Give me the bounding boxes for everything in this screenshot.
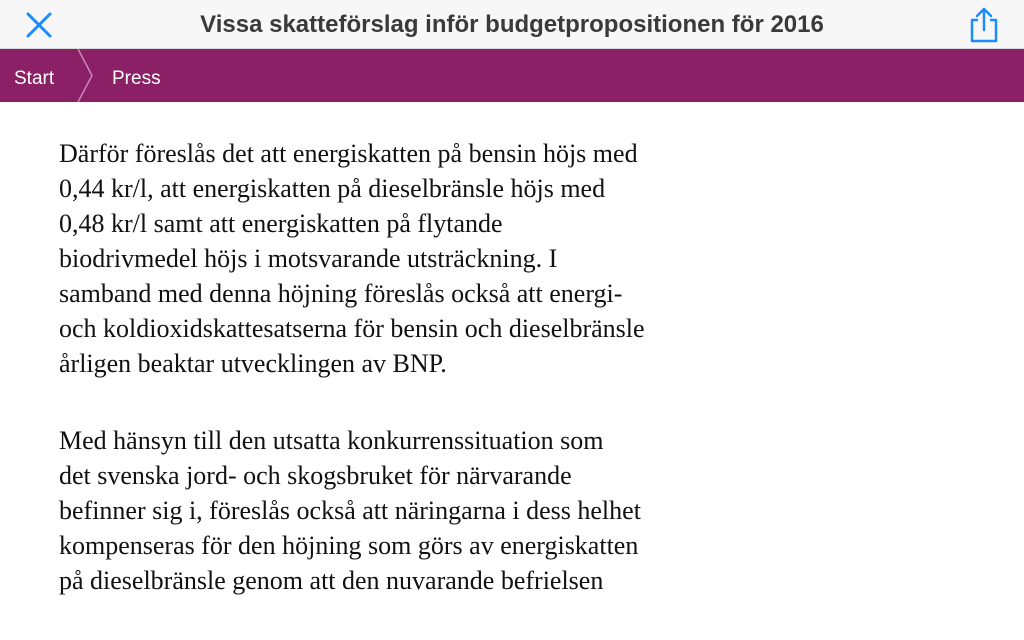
share-button[interactable] bbox=[966, 6, 1002, 44]
breadcrumb-item-press[interactable]: Press bbox=[112, 68, 161, 89]
paragraph: Därför föreslås det att energiskatten på bensin höjs med 0,44 kr/l, att energiskatten på dieselbränsle höjs med 0,48 kr/l samt att energiskatten på flytande biodrivmedel höjs i motsvarande utsträckning. I samband med denna höjning föreslås också att energi- och koldioxidskattesatserna för bensin och dieselbränsle årligen beaktar utvecklingen av BNP. bbox=[59, 139, 645, 378]
top-bar bbox=[0, 0, 1024, 49]
share-icon bbox=[966, 6, 1002, 44]
page-title: Vissa skatteförslag inför budgetpropositionen för 2016 bbox=[200, 11, 824, 38]
paragraph: Med hänsyn till den utsatta konkurrenssituation som det svenska jord- och skogsbruket för närvarande befinner sig i, föreslås också att näringarna i dess helhet kompenseras för den höjning som görs av energiskatten på dieselbränsle genom att den nuvarande befrielsen bbox=[59, 426, 641, 595]
chevron-right-icon bbox=[76, 49, 94, 102]
breadcrumb bbox=[0, 49, 1024, 102]
close-icon bbox=[22, 8, 56, 42]
breadcrumb-item-start[interactable]: Start bbox=[14, 68, 55, 89]
article-body bbox=[59, 136, 759, 640]
close-button[interactable] bbox=[22, 8, 56, 42]
